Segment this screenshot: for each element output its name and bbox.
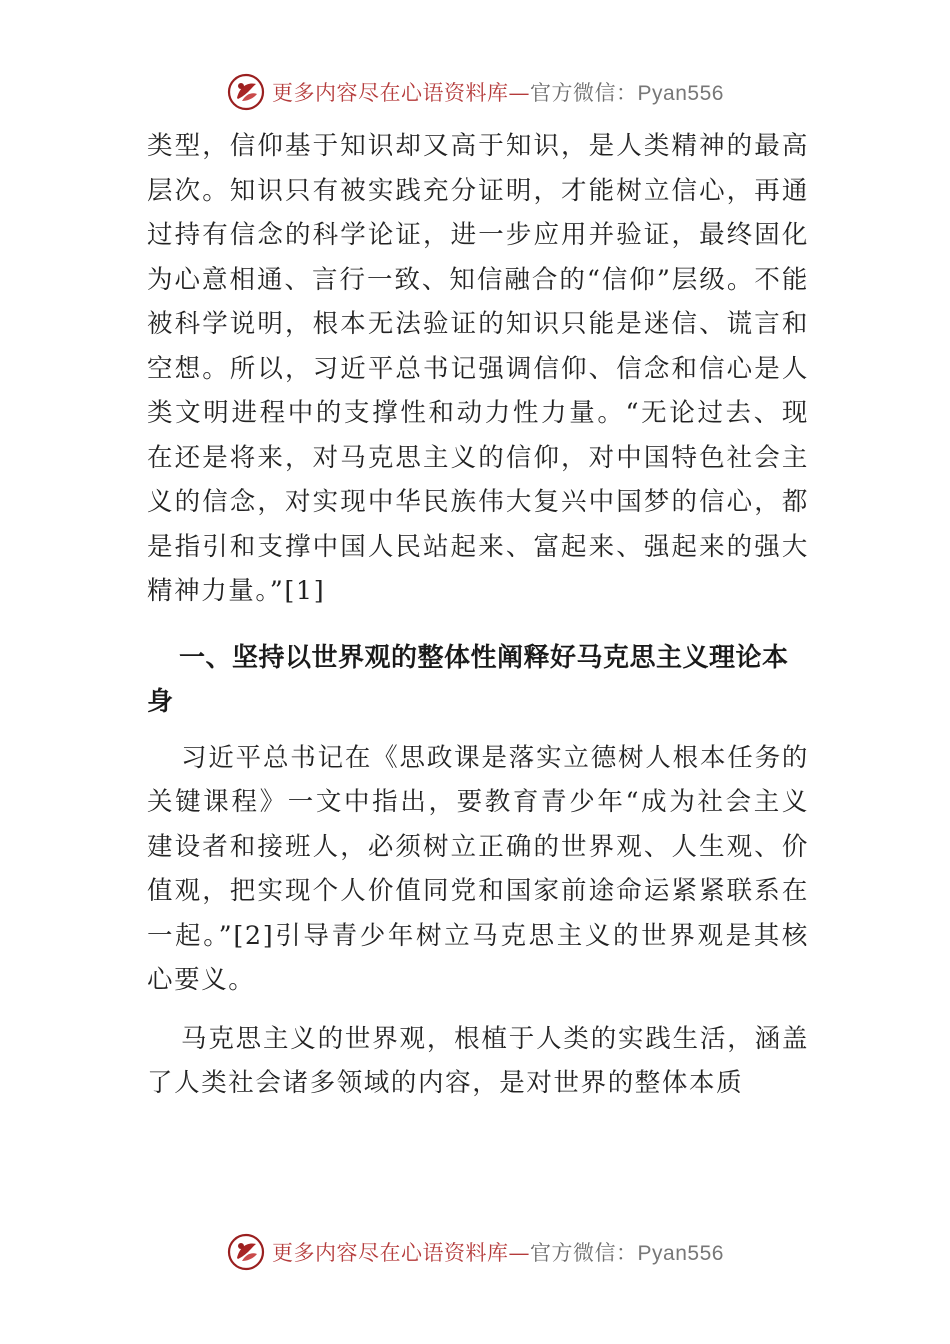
banner-dash: — <box>508 81 531 105</box>
paragraph-2: 习近平总书记在《思政课是落实立德树人根本任务的关键课程》一文中指出，要教育青少年“成为社会主义建设者和接班人，必须树立正确的世界观、人生观、价值观，把实现个人价值同党和国家前途命运紧紧联系在一起。”[2]引导青少年树立马克思主义的世界观是其核心要义。 <box>147 742 810 995</box>
footer-banner <box>0 1228 950 1276</box>
banner-main-text: 更多内容尽在心语资料库 <box>272 81 509 105</box>
flower-logo-icon <box>226 72 266 112</box>
banner-wechat-label: 官方微信： <box>530 81 638 105</box>
banner-text <box>272 1237 724 1267</box>
paragraph-3: 马克思主义的世界观，根植于人类的实践生活，涵盖了人类社会诸多领域的内容，是对世界的整体本质 <box>147 1023 809 1098</box>
banner-main-text: 更多内容尽在心语资料库 <box>272 1241 509 1265</box>
banner-wechat-label: 官方微信： <box>530 1241 638 1265</box>
banner-dash: — <box>508 1241 531 1265</box>
paragraph-1: 类型，信仰基于知识却又高于知识，是人类精神的最高层次。知识只有被实践充分证明，才能树立信心，再通过持有信念的科学论证，进一步应用并验证，最终固化为心意相通、言行一致、知信融合的“信仰”层级。不能被科学说明，根本无法验证的知识只能是迷信、谎言和空想。所以，习近平总书记强调信仰、信念和信心是人类文明进程中的支撑性和动力性力量。“无论过去、现在还是将来，对马克思主义的信仰，对中国特色社会主义的信念，对实现中华民族伟大复兴中国梦的信心，都是指引和支撑中国人民站起来、富起来、强起来的强大精神力量。”[1] <box>147 131 810 606</box>
section-heading-1: 一、坚持以世界观的整体性阐释好马克思主义理论本身 <box>147 642 789 717</box>
banner-wechat-id: Pyan556 <box>637 82 724 105</box>
header-banner <box>0 68 950 116</box>
banner-text <box>272 77 724 107</box>
flower-logo-icon <box>226 1232 266 1272</box>
document-body <box>147 124 809 1106</box>
banner-wechat-id: Pyan556 <box>637 1242 724 1265</box>
